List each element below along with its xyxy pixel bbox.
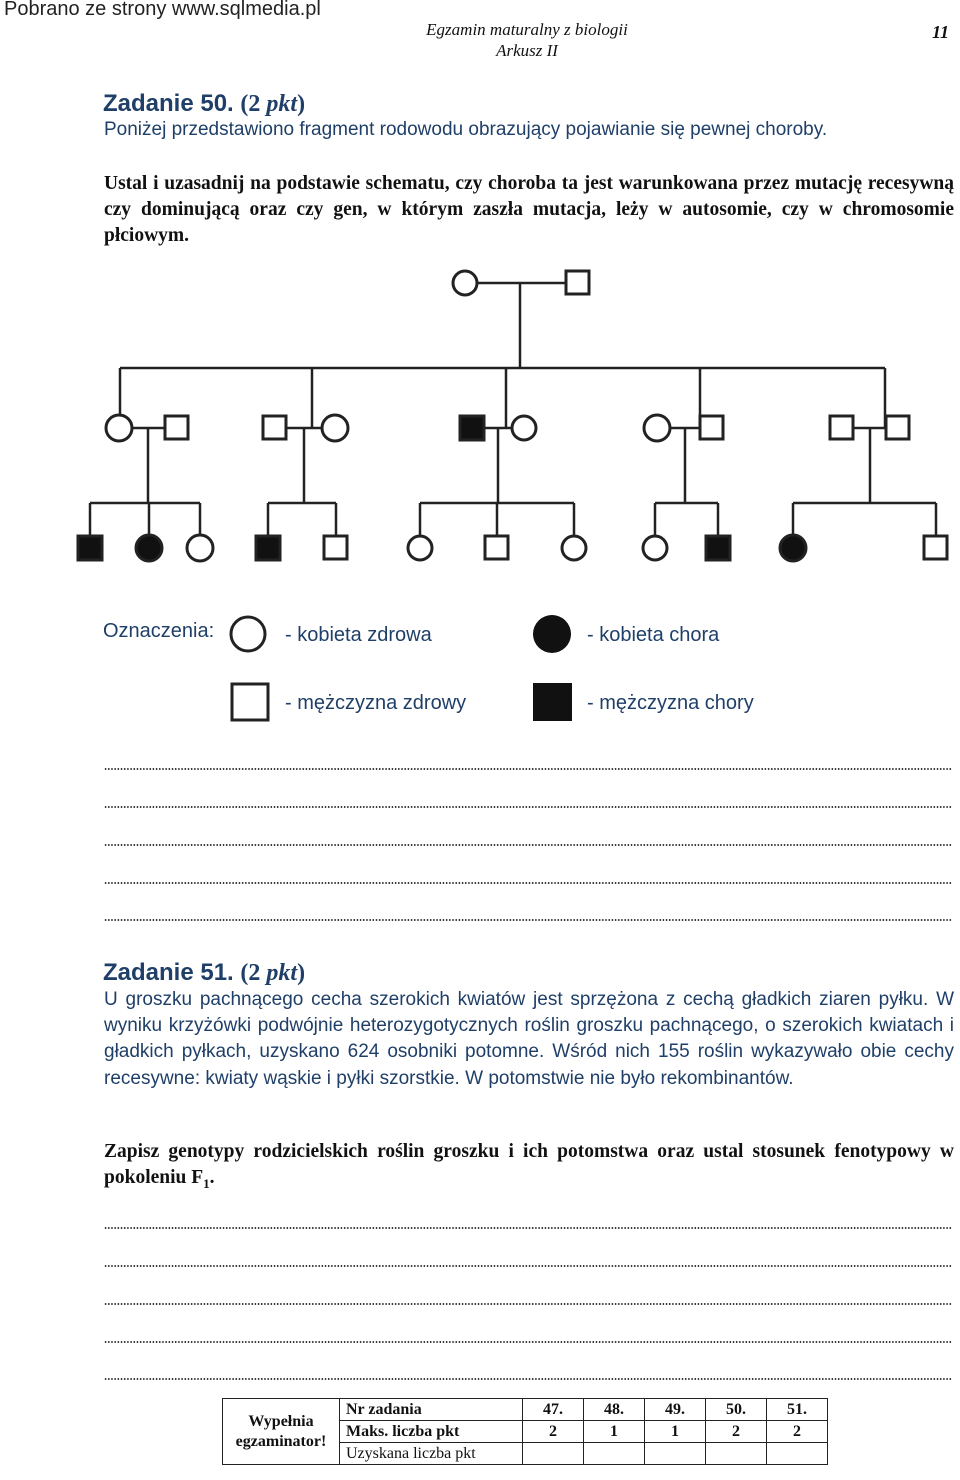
max-points-cell: 2 — [767, 1421, 828, 1443]
healthy-female-symbol — [512, 416, 536, 440]
obtained-points-cell[interactable] — [584, 1443, 645, 1465]
healthy-female-symbol — [322, 415, 348, 441]
page-number: 11 — [932, 22, 950, 42]
healthy-female-symbol — [408, 536, 432, 560]
healthy-female-symbol — [562, 536, 586, 560]
task-51-points: (2 pkt) — [240, 960, 306, 986]
answer-line[interactable] — [104, 806, 952, 808]
healthy-male-symbol — [830, 416, 853, 439]
legend-affected-male-icon — [532, 682, 574, 724]
task-50-title — [103, 90, 305, 118]
task-51-instruction: Zapisz genotypy rodzicielskich roślin groszku i ich potomstwa oraz ustal stosunek fenotypowy w pokoleniu $F_1$. — [104, 1141, 954, 1191]
task-51-title — [103, 959, 305, 987]
affected-male-symbol — [256, 536, 280, 560]
healthy-female-symbol — [106, 415, 132, 441]
task-51-label: Zadanie 51. — [103, 959, 234, 986]
max-points-cell: 2 — [523, 1421, 584, 1443]
healthy-male-symbol — [566, 271, 589, 294]
legend-affected-male-label: - mężczyzna chory — [587, 692, 754, 714]
max-points-cell: 1 — [645, 1421, 706, 1443]
task-number-cell: 50. — [706, 1399, 767, 1421]
healthy-male-symbol — [924, 536, 947, 559]
max-points-cell: 2 — [706, 1421, 767, 1443]
header-line-2: Arkusz II — [496, 41, 558, 60]
obtained-points-cell[interactable] — [645, 1443, 706, 1465]
affected-female-symbol — [136, 535, 162, 561]
legend-affected-female-icon — [530, 614, 572, 656]
task-number-cell: 51. — [767, 1399, 828, 1421]
legend-affected-female-label: - kobieta chora — [587, 624, 720, 646]
answer-line[interactable] — [104, 1265, 952, 1267]
header-line-1: Egzamin maturalny z biologii — [426, 20, 628, 39]
answer-line[interactable] — [104, 844, 952, 846]
task-50-question: Ustal i uzasadnij na podstawie schematu, czy choroba ta jest warunkowana przez mutację recesywną czy dominującą oraz czy gen, w którym zaszła mutacja, leży w autosomie, czy w chromosomie płciowym. — [104, 173, 954, 246]
answer-line[interactable] — [104, 1378, 952, 1380]
task-50-label: Zadanie 50. — [103, 90, 234, 117]
affected-male-symbol — [460, 416, 484, 440]
task-50-points: (2 pkt) — [240, 91, 306, 117]
obtained-points-cell[interactable] — [706, 1443, 767, 1465]
affected-male-symbol — [78, 536, 102, 560]
affected-female-symbol — [780, 535, 806, 561]
healthy-male-symbol — [324, 536, 347, 559]
affected-male-symbol — [706, 536, 730, 560]
task-51-text: U groszku pachnącego cecha szerokich kwiatów jest sprzężona z cechą gładkich ziaren pyłku. W wyniku krzyżówki podwójnie heterozygotycznych roślin groszku pachnącego, o szerokich kwiatach i gładkich pyłkach, uzyskano 624 osobniki potomne. Wśród nich 155 roślin wykazywało obie cechy recesywne: kwiaty wąskie i pyłki szorstkie. W potomstwie nie było rekombinantów. — [104, 989, 954, 1089]
answer-line[interactable] — [104, 1227, 952, 1229]
answer-line[interactable] — [104, 1341, 952, 1343]
task-number-cell: 47. — [523, 1399, 584, 1421]
task-number-cell: 48. — [584, 1399, 645, 1421]
healthy-male-symbol — [485, 536, 508, 559]
legend-title: Oznaczenia: — [103, 620, 215, 642]
examiner-cell: Wypełnia egzaminator! — [223, 1399, 340, 1465]
task-number-cell: 49. — [645, 1399, 706, 1421]
row-label-max-points: Maks. liczba pkt — [340, 1421, 523, 1443]
answer-line[interactable] — [104, 768, 952, 770]
healthy-male-symbol — [700, 416, 723, 439]
legend-healthy-female-label: - kobieta zdrowa — [285, 624, 432, 646]
healthy-male-symbol — [165, 416, 188, 439]
obtained-points-cell[interactable] — [767, 1443, 828, 1465]
pedigree-diagram — [0, 260, 960, 580]
answer-line[interactable] — [104, 1303, 952, 1305]
row-label-obtained-points: Uzyskana liczba pkt — [340, 1443, 523, 1465]
healthy-male-symbol — [263, 416, 286, 439]
watermark: Pobrano ze strony www.sqlmedia.pl — [4, 0, 321, 20]
row-label-task-number: Nr zadania — [340, 1399, 523, 1421]
healthy-female-symbol — [453, 271, 477, 295]
healthy-female-symbol — [644, 415, 670, 441]
answer-line[interactable] — [104, 882, 952, 884]
healthy-male-symbol — [886, 416, 909, 439]
healthy-female-symbol — [643, 536, 667, 560]
answer-line[interactable] — [104, 919, 952, 921]
score-table — [222, 1398, 828, 1465]
legend-healthy-male-icon — [230, 682, 272, 724]
legend-healthy-female-icon — [228, 614, 270, 656]
obtained-points-cell[interactable] — [523, 1443, 584, 1465]
max-points-cell: 1 — [584, 1421, 645, 1443]
healthy-female-symbol — [187, 535, 213, 561]
task-50-intro: Poniżej przedstawiono fragment rodowodu obrazujący pojawianie się pewnej choroby. — [104, 119, 828, 140]
legend-healthy-male-label: - mężczyzna zdrowy — [285, 692, 467, 714]
